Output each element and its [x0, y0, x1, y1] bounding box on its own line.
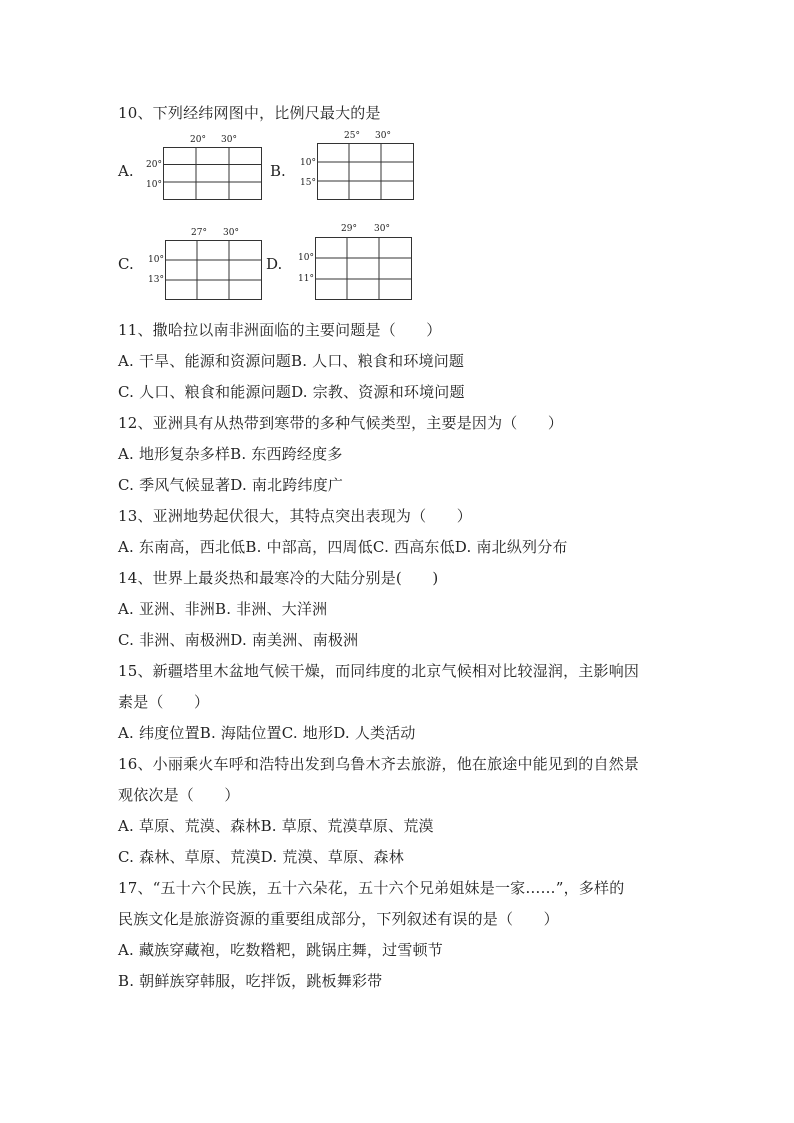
- q17-option-a: A. 藏族穿藏袍，吃数糌粑，跳锅庄舞，过雪顿节: [118, 941, 443, 959]
- q10-a-top-label-2: 30°: [221, 135, 237, 145]
- q11-options-ab: A. 干旱、能源和资源问题B. 人口、粮食和环境问题: [118, 352, 465, 370]
- q10-a-grid: [163, 147, 262, 200]
- q10-b-top-label-2: 30°: [375, 131, 391, 141]
- q16-options-cd: C. 森林、草原、荒漠D. 荒漠、草原、森林: [118, 848, 404, 866]
- q15-options: A. 纬度位置B. 海陆位置C. 地形D. 人类活动: [118, 724, 416, 742]
- q11-options-cd: C. 人口、粮食和能源问题D. 宗教、资源和环境问题: [118, 383, 465, 401]
- q10-c-left-label-1: 10°: [148, 255, 164, 265]
- q10-a-left-label-2: 10°: [146, 180, 162, 190]
- q16-stem-line1: 16、小丽乘火车呼和浩特出发到乌鲁木齐去旅游，他在旅途中能见到的自然景: [118, 755, 640, 773]
- q10-c-top-label-2: 30°: [223, 228, 239, 238]
- q13-stem: 13、亚洲地势起伏很大，其特点突出表现为（ ）: [118, 507, 472, 525]
- q10-c-grid: [165, 240, 262, 300]
- q10-d-top-label-1: 29°: [341, 224, 357, 234]
- q10-a-left-label-1: 20°: [146, 160, 162, 170]
- q17-stem-line2: 民族文化是旅游资源的重要组成部分，下列叙述有误的是（ ）: [118, 910, 559, 928]
- q15-stem-line1: 15、新疆塔里木盆地气候干燥，而同纬度的北京气候相对比较湿润，主影响因: [118, 662, 640, 680]
- q17-option-b: B. 朝鲜族穿韩服，吃拌饭，跳板舞彩带: [118, 972, 383, 990]
- q10-b-top-label-1: 25°: [344, 131, 360, 141]
- q10-option-a-label: A.: [118, 162, 134, 180]
- q16-options-ab: A. 草原、荒漠、森林B. 草原、荒漠草原、荒漠: [118, 817, 434, 835]
- q12-options-ab: A. 地形复杂多样B. 东西跨经度多: [118, 445, 343, 463]
- q10-b-grid: [317, 143, 414, 200]
- q10-d-grid: [315, 237, 412, 300]
- q17-stem-line1: 17、“五十六个民族，五十六朵花，五十六个兄弟姐妹是一家……”，多样的: [118, 879, 625, 897]
- q10-b-left-label-1: 10°: [300, 158, 316, 168]
- q12-stem: 12、亚洲具有从热带到寒带的多种气候类型，主要是因为（ ）: [118, 414, 564, 432]
- q12-options-cd: C. 季风气候显著D. 南北跨纬度广: [118, 476, 344, 494]
- q10-option-c-label: C.: [118, 255, 134, 273]
- q11-stem: 11、撒哈拉以南非洲面临的主要问题是（ ）: [118, 321, 442, 339]
- q15-stem-line2: 素是（ ）: [118, 693, 210, 711]
- q10-stem: 10、下列经纬网图中，比例尺最大的是: [118, 104, 381, 122]
- q10-d-left-label-1: 10°: [298, 253, 314, 263]
- q10-c-top-label-1: 27°: [191, 228, 207, 238]
- q10-option-d-label: D.: [266, 255, 283, 273]
- q14-stem: 14、世界上最炎热和最寒冷的大陆分别是( ): [118, 569, 439, 587]
- q10-d-left-label-2: 11°: [298, 274, 314, 284]
- q10-c-left-label-2: 13°: [148, 275, 164, 285]
- q14-options-cd: C. 非洲、南极洲D. 南美洲、南极洲: [118, 631, 359, 649]
- q10-d-top-label-2: 30°: [374, 224, 390, 234]
- q16-stem-line2: 观依次是（ ）: [118, 786, 240, 804]
- q10-option-b-label: B.: [270, 162, 286, 180]
- q10-b-left-label-2: 15°: [300, 178, 316, 188]
- q13-options: A. 东南高，西北低B. 中部高，四周低C. 西高东低D. 南北纵列分布: [118, 538, 568, 556]
- q10-a-top-label-1: 20°: [190, 135, 206, 145]
- q14-options-ab: A. 亚洲、非洲B. 非洲、大洋洲: [118, 600, 328, 618]
